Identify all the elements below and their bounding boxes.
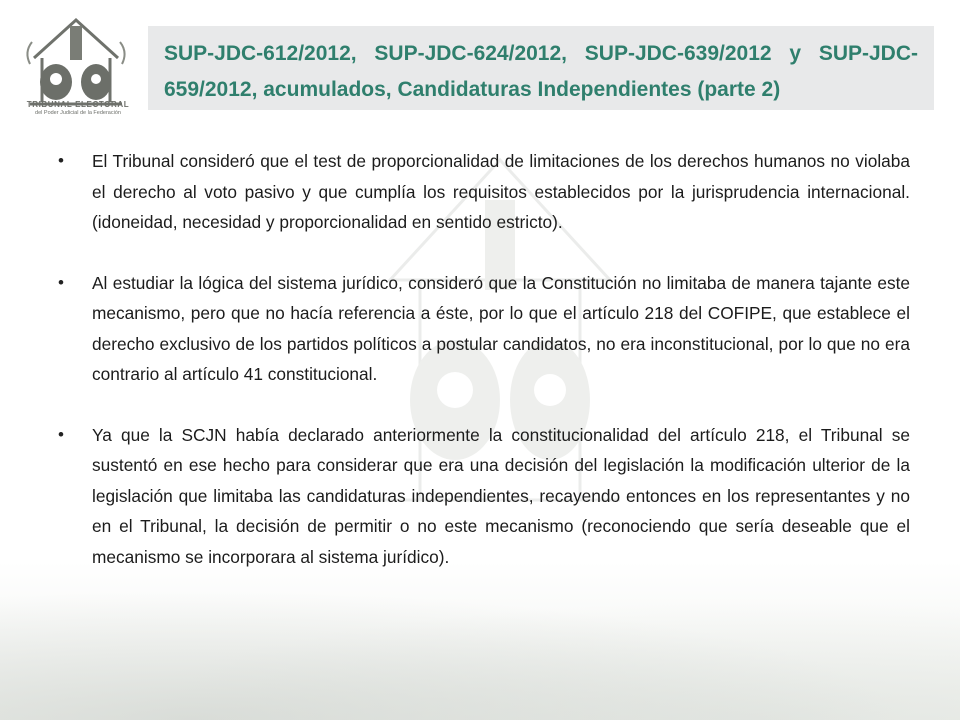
logo-caption: [14, 100, 142, 116]
bullet-item: [58, 146, 910, 238]
bullet-item: [58, 420, 910, 573]
page-title: SUP-JDC-612/2012, SUP-JDC-624/2012, SUP-JDC-639/2012 y SUP-JDC-659/2012, acumulados, Candidaturas Independientes (parte 2): [164, 42, 918, 101]
bullet-marker: •: [58, 272, 64, 292]
content-area: [58, 146, 910, 602]
bullet-item: [58, 268, 910, 390]
bullet-list: [58, 146, 910, 572]
logo-subtitle: del Poder Judicial de la Federación: [35, 110, 121, 116]
logo-title: TRIBUNAL ELECTORAL: [26, 100, 130, 109]
bullet-text: Al estudiar la lógica del sistema jurídico, consideró que la Constitución no limitaba de manera tajante este mecanismo, pero que no hacía referencia a éste, por lo que el artículo 218 del COFIPE, que establece el derecho exclusivo de los partidos políticos a postular candidatos, no era inconstitucional, por lo que no era contrario al artículo 41 constitucional.: [92, 272, 910, 384]
title-box: [148, 26, 934, 110]
bullet-marker: •: [58, 424, 64, 444]
bullet-text: El Tribunal consideró que el test de proporcionalidad de limitaciones de los derechos humanos no violaba el derecho al voto pasivo y que cumplía los requisitos establecidos por la jurisprudencia internacional. (idoneidad, necesidad y proporcionalidad en sentido estricto).: [92, 151, 910, 232]
bullet-text: Ya que la SCJN había declarado anteriormente la constitucionalidad del artículo 218, el Tribunal se sustentó en ese hecho para considerar que era una decisión del legislación la modificación ulterior de la legislación que limitaba las candidaturas independientes, recayendo entonces en los representantes y no en el Tribunal, la decisión de permitir o no este mecanismo (reconociendo que sería deseable que el mecanismo se incorporara al sistema jurídico).: [92, 424, 910, 567]
bullet-marker: •: [58, 151, 64, 170]
